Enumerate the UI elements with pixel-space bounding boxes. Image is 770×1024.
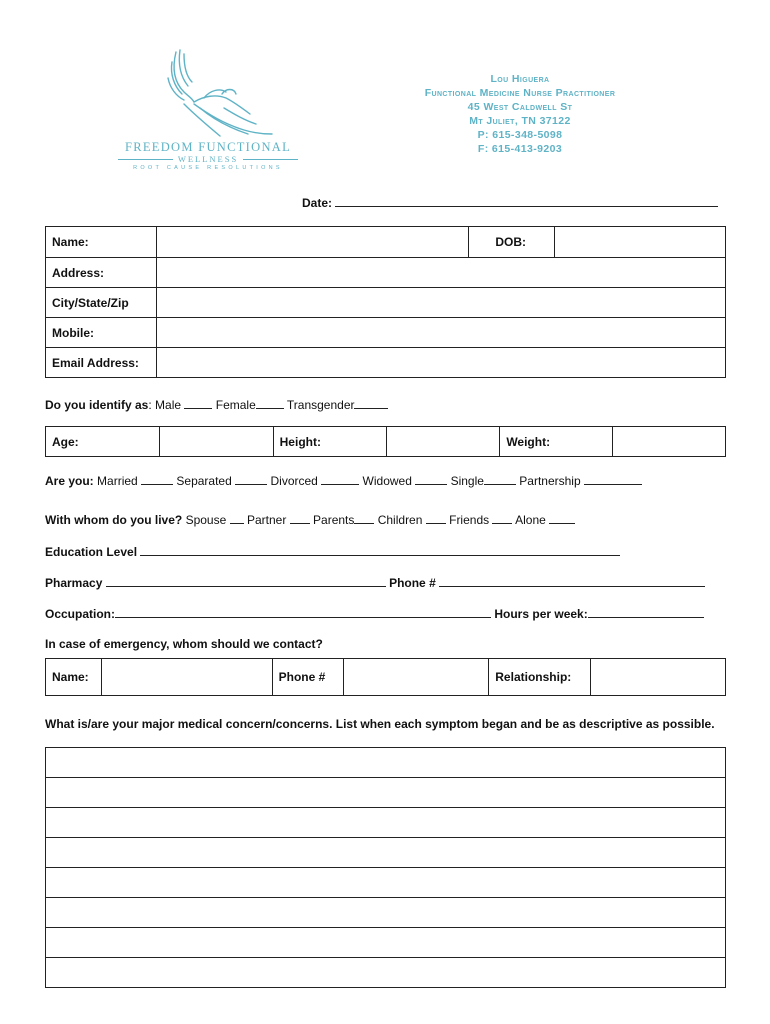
- weight-label: Weight:: [500, 427, 613, 457]
- name-field[interactable]: [156, 227, 468, 258]
- emergency-phone-label: Phone #: [272, 659, 343, 696]
- body-measurements-table: [45, 426, 726, 457]
- city-state-zip-label: City/State/Zip: [46, 288, 157, 318]
- pharmacy-phone-field[interactable]: [439, 574, 705, 587]
- children-blank[interactable]: [426, 511, 446, 524]
- concern-line[interactable]: [46, 958, 726, 988]
- living-option: Partner: [246, 513, 287, 527]
- concern-line[interactable]: [46, 838, 726, 868]
- concerns-heading: What is/are your major medical concern/concerns. List when each symptom began and be as descriptive as possible.: [45, 717, 715, 731]
- practitioner-contact: [380, 72, 660, 156]
- living-with-row: [45, 511, 575, 527]
- contact-line: P: 615-348-5098: [477, 129, 563, 141]
- height-field[interactable]: [386, 427, 500, 457]
- contact-line: 45 West Caldwell St: [467, 101, 573, 113]
- living-option: Friends: [449, 513, 490, 527]
- pharmacy-phone-label: Phone #: [389, 576, 436, 590]
- occupation-field[interactable]: [115, 605, 491, 618]
- married-blank[interactable]: [141, 472, 173, 485]
- practice-logo: [118, 48, 298, 173]
- address-label: Address:: [46, 258, 157, 288]
- name-label: Name:: [46, 227, 157, 258]
- hours-label: Hours per week:: [494, 607, 588, 621]
- pharmacy-field[interactable]: [106, 574, 386, 587]
- concern-line[interactable]: [46, 868, 726, 898]
- transgender-blank[interactable]: [354, 396, 388, 409]
- concern-line[interactable]: [46, 808, 726, 838]
- living-option: Children: [377, 513, 423, 527]
- alone-blank[interactable]: [549, 511, 575, 524]
- hours-field[interactable]: [588, 605, 704, 618]
- logo-subtitle: [118, 154, 298, 164]
- divider: [243, 159, 298, 160]
- identify-option-male: Male: [155, 398, 182, 412]
- separated-blank[interactable]: [235, 472, 267, 485]
- date-field[interactable]: [335, 194, 718, 207]
- pharmacy-row: [45, 574, 705, 590]
- male-blank[interactable]: [184, 396, 212, 409]
- dob-label: DOB:: [469, 227, 555, 258]
- address-field[interactable]: [156, 258, 725, 288]
- emergency-name-field[interactable]: [101, 659, 272, 696]
- pharmacy-label: Pharmacy: [45, 576, 103, 590]
- identify-row: Do you identify as: Male Female Transgender: [45, 396, 388, 412]
- email-field[interactable]: [156, 348, 725, 378]
- relationship-label: Relationship:: [489, 659, 591, 696]
- concern-line[interactable]: [46, 748, 726, 778]
- widowed-blank[interactable]: [415, 472, 447, 485]
- living-label: With whom do you live?: [45, 513, 183, 527]
- date-row: [302, 194, 718, 210]
- marital-status-row: [45, 472, 642, 488]
- emergency-phone-field[interactable]: [343, 659, 489, 696]
- weight-field[interactable]: [613, 427, 726, 457]
- email-label: Email Address:: [46, 348, 157, 378]
- logo-name: FREEDOM FUNCTIONAL: [124, 140, 292, 154]
- occupation-label: Occupation:: [45, 607, 116, 621]
- city-state-zip-field[interactable]: [156, 288, 725, 318]
- spouse-blank[interactable]: [230, 511, 244, 524]
- logo-sub-text: WELLNESS: [177, 154, 239, 164]
- divorced-blank[interactable]: [321, 472, 359, 485]
- concerns-table: [45, 747, 726, 988]
- emergency-heading: In case of emergency, whom should we contact?: [45, 637, 323, 651]
- parents-blank[interactable]: [354, 511, 374, 524]
- eagle-icon: [164, 48, 274, 140]
- marital-label: Are you:: [45, 474, 94, 488]
- education-label: Education Level: [45, 545, 138, 559]
- concern-line[interactable]: [46, 928, 726, 958]
- contact-line: Mt Juliet, TN 37122: [469, 115, 571, 127]
- patient-info-table: [45, 226, 726, 378]
- partner-blank[interactable]: [290, 511, 310, 524]
- identify-option-female: Female: [215, 398, 256, 412]
- dob-field[interactable]: [555, 227, 726, 258]
- height-label: Height:: [273, 427, 386, 457]
- partnership-blank[interactable]: [584, 472, 642, 485]
- age-label: Age:: [46, 427, 160, 457]
- single-blank[interactable]: [484, 472, 516, 485]
- emergency-contact-table: [45, 658, 726, 696]
- concern-line[interactable]: [46, 898, 726, 928]
- living-option: Alone: [515, 513, 546, 527]
- logo-tagline: ROOT CAUSE RESOLUTIONS: [133, 165, 283, 171]
- marital-option: Partnership: [519, 474, 581, 488]
- identify-label: Do you identify as: [45, 398, 149, 412]
- contact-line: Functional Medicine Nurse Practitioner: [424, 87, 616, 99]
- age-field[interactable]: [159, 427, 273, 457]
- marital-option: Widowed: [362, 474, 412, 488]
- marital-option: Divorced: [270, 474, 318, 488]
- concern-line[interactable]: [46, 778, 726, 808]
- marital-option: Separated: [176, 474, 232, 488]
- identify-option-transgender: Transgender: [286, 398, 355, 412]
- relationship-field[interactable]: [591, 659, 726, 696]
- education-row: [45, 543, 620, 559]
- marital-option: Single: [450, 474, 484, 488]
- occupation-row: [45, 605, 704, 621]
- mobile-field[interactable]: [156, 318, 725, 348]
- mobile-label: Mobile:: [46, 318, 157, 348]
- contact-line: Lou Higuera: [490, 73, 550, 85]
- emergency-name-label: Name:: [46, 659, 102, 696]
- female-blank[interactable]: [256, 396, 284, 409]
- date-label: Date:: [302, 196, 333, 210]
- divider: [118, 159, 173, 160]
- living-option: Parents: [313, 513, 355, 527]
- education-field[interactable]: [140, 543, 620, 556]
- living-option: Spouse: [185, 513, 227, 527]
- contact-line: F: 615-413-9203: [477, 143, 563, 155]
- marital-option: Married: [97, 474, 138, 488]
- friends-blank[interactable]: [492, 511, 512, 524]
